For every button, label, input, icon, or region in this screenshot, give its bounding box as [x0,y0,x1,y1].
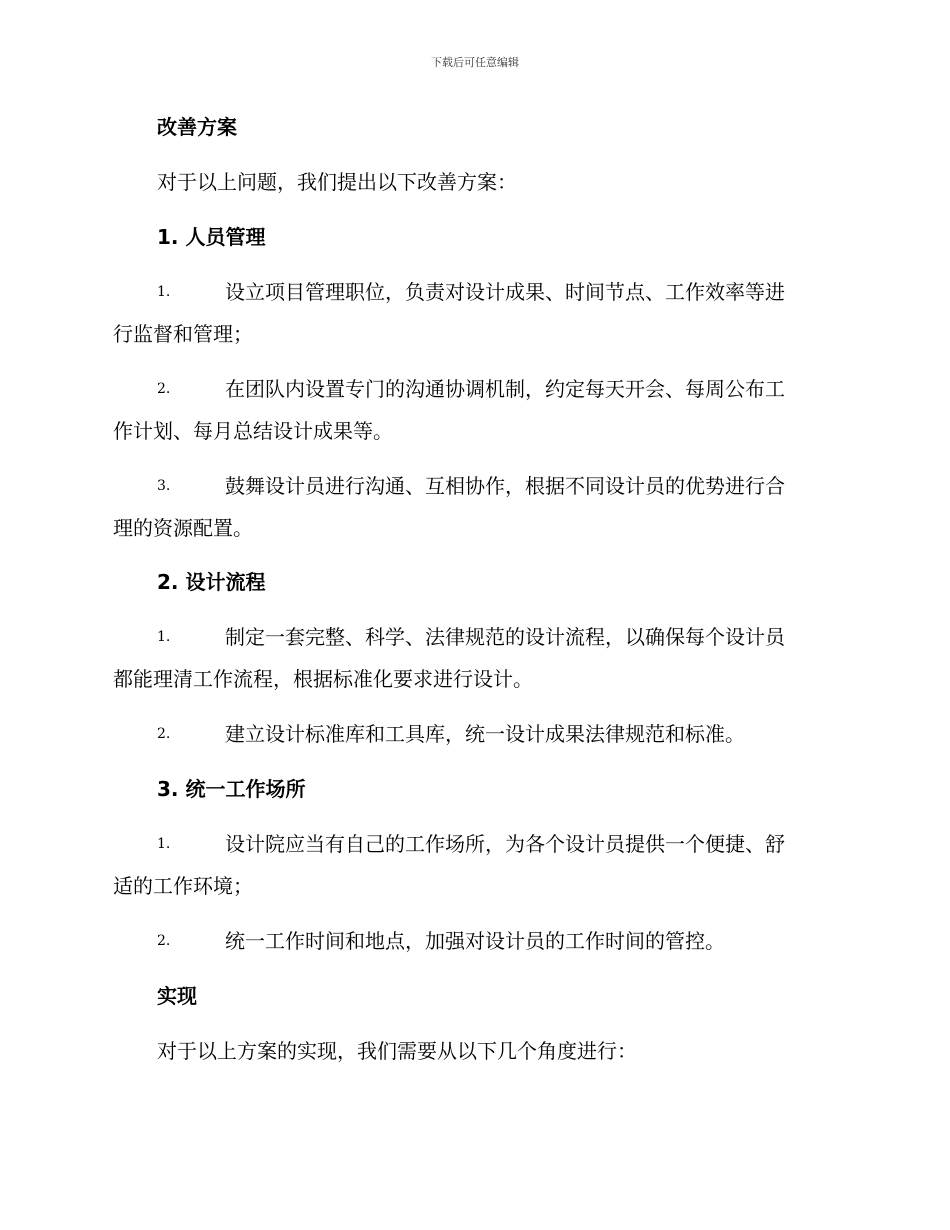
list-text-line: 设计院应当有自己的工作场所，为各个设计员提供一个便捷、舒 [225,832,785,856]
section-title-realize: 实现 [157,984,197,1008]
list-text-line: 建立设计标准库和工具库，统一设计成果法律规范和标准。 [225,722,745,746]
list-number: 2. [157,381,171,397]
list-number: 1. [157,836,171,852]
list-number: 3. [157,478,171,494]
group-title-design-process: 2. 设计流程 [157,570,266,594]
list-number: 1. [157,284,171,300]
list-item [113,920,835,962]
list-text-line: 统一工作时间和地点，加强对设计员的工作时间的管控。 [225,929,725,953]
list-item [113,823,835,907]
list-text-line: 在团队内设置专门的沟通协调机制，约定每天开会、每周公布工 [225,377,785,401]
list-item [113,465,835,549]
list-item [113,616,835,700]
group-title-personnel: 1. 人员管理 [157,225,266,249]
list-item [113,271,835,355]
list-number: 1. [157,629,171,645]
list-number: 2. [157,933,171,949]
section-intro-improve: 对于以上问题，我们提出以下改善方案： [157,170,517,194]
group-title-workplace: 3. 统一工作场所 [157,777,306,801]
list-text-line: 设立项目管理职位，负责对设计成果、时间节点、工作效率等进 [225,280,785,304]
list-item [113,368,835,452]
section-title-improve: 改善方案 [157,115,237,139]
list-text-line: 行监督和管理； [113,322,253,346]
list-text-line: 鼓舞设计员进行沟通、互相协作，根据不同设计员的优势进行合 [225,474,785,498]
section-intro-realize: 对于以上方案的实现，我们需要从以下几个角度进行： [157,1039,637,1063]
page-header: 下载后可任意编辑 [431,56,519,69]
list-text-line: 都能理清工作流程，根据标准化要求进行设计。 [113,667,533,691]
list-text-line: 适的工作环境； [113,874,253,898]
list-text-line: 作计划、每月总结设计成果等。 [113,419,393,443]
list-item [113,713,835,755]
list-text-line: 制定一套完整、科学、法律规范的设计流程，以确保每个设计员 [225,625,785,649]
list-number: 2. [157,726,171,742]
list-text-line: 理的资源配置。 [113,516,253,540]
